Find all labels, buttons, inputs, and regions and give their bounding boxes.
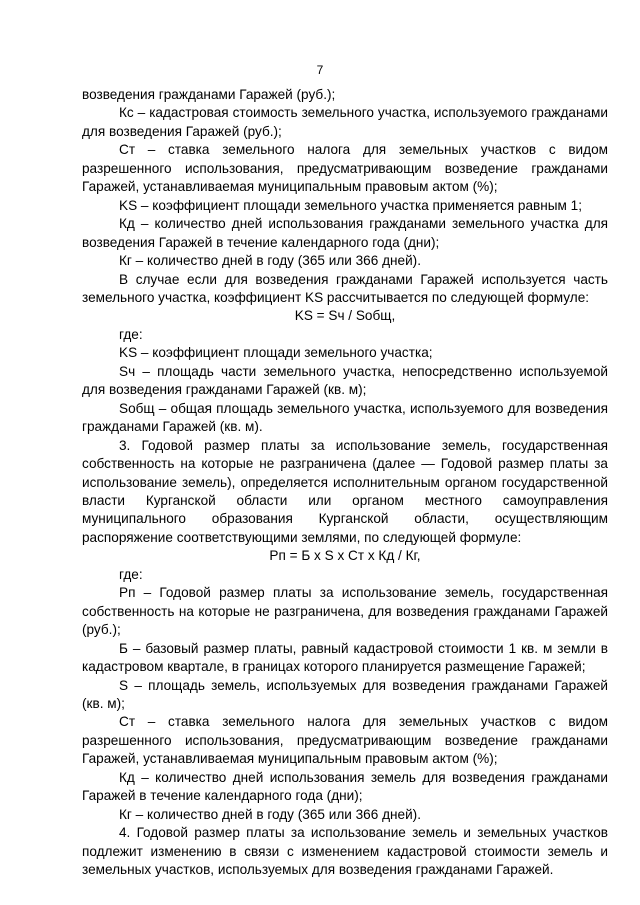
definition-b: Б – базовый размер платы, равный кадастровой стоимости 1 кв. м земли в кадастровом квартале, в границах которого планируется размещение Гаражей;	[82, 640, 608, 675]
paragraph-partial-land: В случае если для возведения гражданами Гаражей используется часть земельного участка, коэффициент KS рассчитывается по следующей формуле:	[82, 271, 608, 305]
definition-rp: Рп – Годовой размер платы за использование земель, государственная собственность на которые не разграничена, для возведения гражданами Гаражей (руб.);	[82, 585, 608, 638]
formula-ks: KS = Sч / Sобщ,	[294, 308, 396, 324]
definition-kc: Кс – кадастровая стоимость земельного участка, используемого гражданами для возведения Гаражей (руб.);	[82, 105, 608, 139]
page-number: 7	[316, 63, 324, 77]
definition-s: S – площадь земель, используемых для возведения гражданами Гаражей (кв. м);	[82, 677, 608, 711]
paragraph-continuation: возведения гражданами Гаражей (руб.);	[82, 87, 336, 102]
paragraph-section-4: 4. Годовой размер платы за использование земель и земельных участков подлежит изменению в связи с изменением кадастровой стоимости земель и земельных участков, используемых для возведения гражданами Гаражей.	[82, 825, 608, 878]
definition-ks: KS – коэффициент площади земельного участка применяется равным 1;	[119, 197, 583, 213]
definition-kg-2: Кг – количество дней в году (365 или 366 дней).	[119, 806, 421, 822]
definition-sch: Sч – площадь части земельного участка, непосредственно используемой для возведения гражданами Гаражей (кв. м);	[82, 363, 608, 398]
definition-kd: Кд – количество дней использования гражданами земельного участка для возведения Гаражей в течение календарного года (дни);	[82, 216, 608, 250]
document-body	[82, 86, 608, 879]
formula-rp: Рп = Б х S х Ст х Кд / Кг,	[269, 548, 421, 564]
paragraph-section-3: 3. Годовой размер платы за использование земель, государственная собственность на которые не разграничена (далее — Годовой размер платы за использование земель), определяется исполнительным органом государственной власти Курганской области или органом местного самоуправления муниципального образования Курганской области, осуществляющим распоряжение соответствующими землями, по следующей формуле:	[82, 437, 608, 545]
definition-kg: Кг – количество дней в году (365 или 366 дней).	[119, 253, 421, 269]
definition-st: Ст – ставка земельного налога для земельных участков с видом разрешенного использования, предусматривающим возведение гражданами Гаражей, устанавливаемая муниципальным правовым актом (%);	[82, 142, 608, 195]
definition-ks-2: KS – коэффициент площади земельного участка;	[119, 345, 433, 361]
where-label: где:	[119, 326, 143, 342]
definition-kd-2: Кд – количество дней использования земель для возведения гражданами Гаражей в течение календарного года (дни);	[82, 769, 608, 804]
where-label-2: где:	[119, 566, 143, 582]
definition-sobsch: Sобщ – общая площадь земельного участка, используемого для возведения гражданами Гаражей (кв. м).	[82, 400, 608, 435]
definition-st-2: Ст – ставка земельного налога для земельных участков с видом разрешенного использования, предусматривающим возведение гражданами Гаражей, устанавливаемая муниципальным правовым актом (%);	[82, 714, 608, 767]
